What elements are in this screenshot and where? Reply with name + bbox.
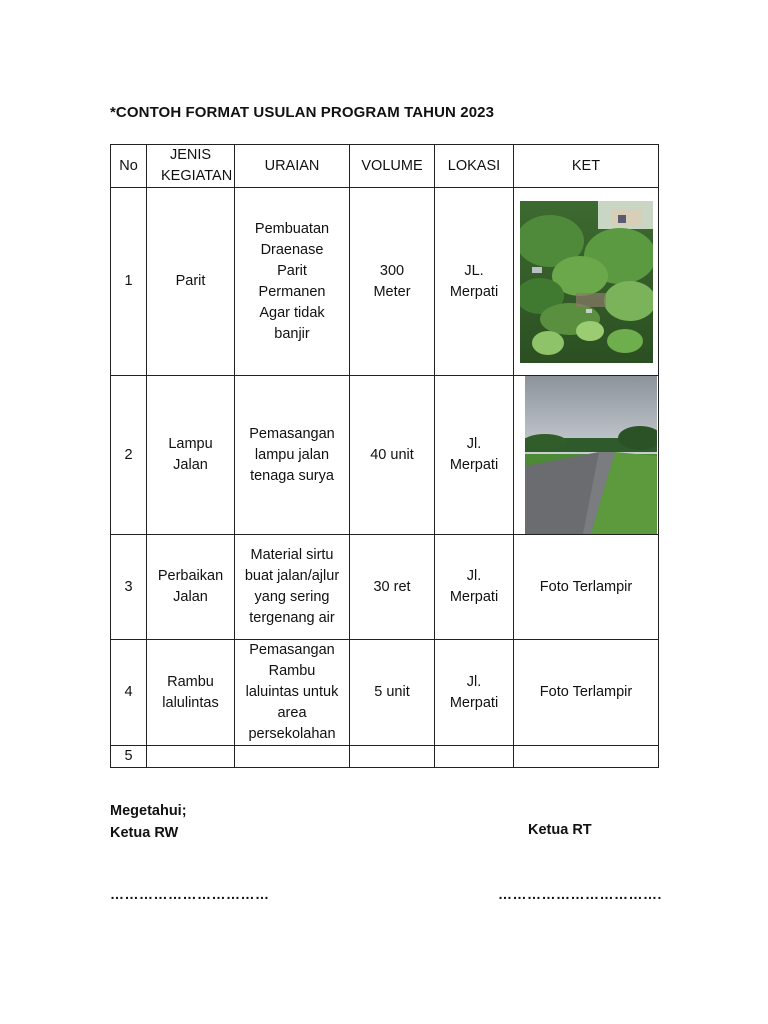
cell-lokasi: Jl. Merpati xyxy=(435,535,514,640)
cell-jenis: Parit xyxy=(147,188,235,376)
table-row xyxy=(111,376,659,535)
signature-line-left: …………………………… xyxy=(110,886,270,902)
cell-ket-photo xyxy=(514,376,659,535)
cell-jenis: Lampu Jalan xyxy=(147,376,235,535)
cell-volume: 300 Meter xyxy=(350,188,435,376)
road-photo xyxy=(525,376,657,534)
mengetahui-label: Megetahui; xyxy=(110,803,187,819)
cell-no: 3 xyxy=(111,535,147,640)
header-jenis: JENIS KEGIATAN xyxy=(147,145,235,188)
usulan-table xyxy=(110,144,659,768)
document-title: *CONTOH FORMAT USULAN PROGRAM TAHUN 2023 xyxy=(110,104,495,121)
table-row xyxy=(111,188,659,376)
table-row xyxy=(111,640,659,746)
cell-no: 1 xyxy=(111,188,147,376)
cell-uraian: Pemasangan Rambu laluintas untuk area persekolahan xyxy=(235,640,350,746)
table-row xyxy=(111,535,659,640)
vegetation-photo xyxy=(520,201,653,363)
table-row xyxy=(111,746,659,768)
cell-jenis xyxy=(147,746,235,768)
cell-lokasi: Jl. Merpati xyxy=(435,640,514,746)
header-lokasi: LOKASI xyxy=(435,145,514,188)
cell-no: 2 xyxy=(111,376,147,535)
cell-ket: Foto Terlampir xyxy=(514,535,659,640)
header-volume: VOLUME xyxy=(350,145,435,188)
cell-jenis: Perbaikan Jalan xyxy=(147,535,235,640)
cell-lokasi xyxy=(435,746,514,768)
cell-lokasi: JL. Merpati xyxy=(435,188,514,376)
cell-volume: 40 unit xyxy=(350,376,435,535)
cell-jenis: Rambu lalulintas xyxy=(147,640,235,746)
cell-ket xyxy=(514,746,659,768)
ketua-rt-label: Ketua RT xyxy=(528,822,592,838)
cell-volume: 5 unit xyxy=(350,640,435,746)
cell-lokasi: Jl. Merpati xyxy=(435,376,514,535)
header-uraian: URAIAN xyxy=(235,145,350,188)
cell-ket: Foto Terlampir xyxy=(514,640,659,746)
cell-uraian: Pembuatan Draenase Parit Permanen Agar tidak banjir xyxy=(235,188,350,376)
cell-uraian: Material sirtu buat jalan/ajlur yang sering tergenang air xyxy=(235,535,350,640)
signature-left-block xyxy=(110,800,187,844)
cell-uraian xyxy=(235,746,350,768)
cell-ket-photo xyxy=(514,188,659,376)
cell-volume xyxy=(350,746,435,768)
table-header-row xyxy=(111,145,659,188)
cell-volume: 30 ret xyxy=(350,535,435,640)
cell-no: 4 xyxy=(111,640,147,746)
signature-line-right: ……………………………. xyxy=(498,886,662,902)
header-no: No xyxy=(111,145,147,188)
cell-uraian: Pemasangan lampu jalan tenaga surya xyxy=(235,376,350,535)
cell-no: 5 xyxy=(111,746,147,768)
ketua-rw-label: Ketua RW xyxy=(110,825,179,841)
header-ket: KET xyxy=(514,145,659,188)
